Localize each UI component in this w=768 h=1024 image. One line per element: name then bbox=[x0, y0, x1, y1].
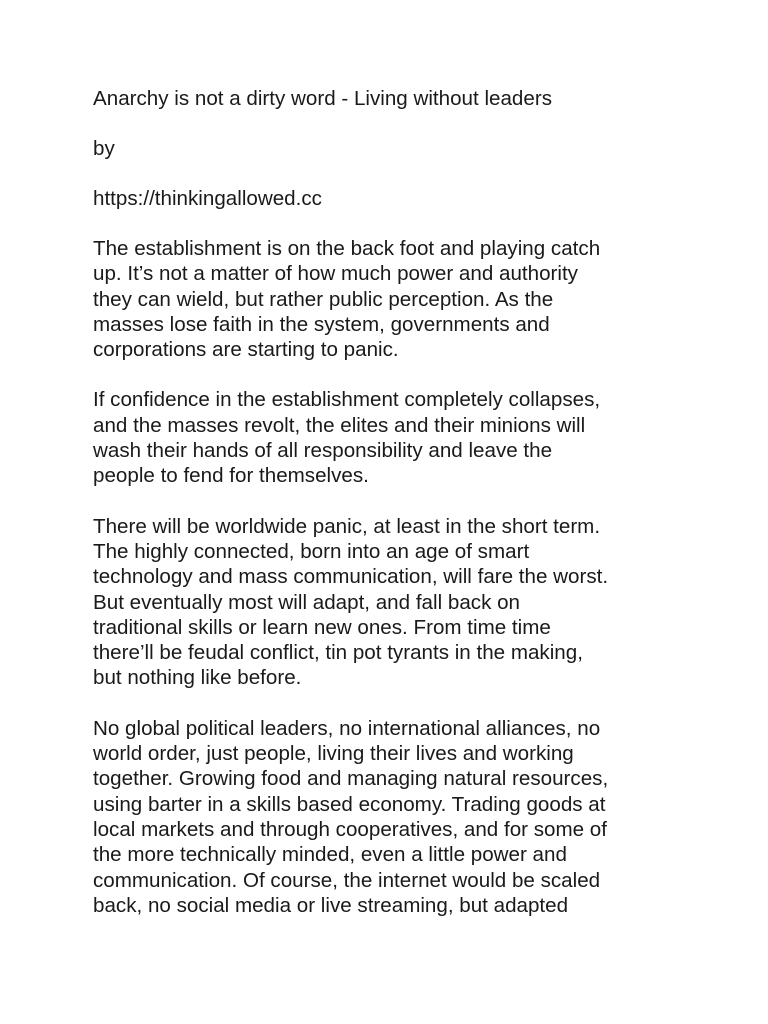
paragraph bbox=[93, 716, 723, 918]
paragraph-line: and the masses revolt, the elites and their minions will bbox=[93, 413, 586, 437]
paragraph bbox=[93, 387, 723, 488]
paragraph-line: world order, just people, living their lives and working bbox=[93, 742, 574, 766]
paragraph-line: technology and mass communication, will fare the worst. bbox=[93, 565, 609, 589]
paragraph-line: There will be worldwide panic, at least in the short term. bbox=[93, 514, 601, 538]
paragraph-line: wash their hands of all responsibility and leave the bbox=[93, 439, 553, 463]
paragraph-line: together. Growing food and managing natural resources, bbox=[93, 767, 609, 791]
document-title: Anarchy is not a dirty word - Living without leaders bbox=[93, 87, 552, 110]
paragraph-line: corporations are starting to panic. bbox=[93, 338, 399, 362]
paragraph bbox=[93, 236, 723, 362]
paragraph-line: up. It’s not a matter of how much power and authority bbox=[93, 262, 578, 286]
paragraph-line: traditional skills or learn new ones. From time time bbox=[93, 615, 551, 639]
paragraph-line: No global political leaders, no international alliances, no bbox=[93, 716, 601, 740]
paragraph-line: but nothing like before. bbox=[93, 666, 302, 690]
paragraph-line: back, no social media or live streaming, but adapted bbox=[93, 893, 569, 917]
byline: by bbox=[93, 137, 115, 160]
paragraph-line: communication. Of course, the internet would be scaled bbox=[93, 868, 601, 892]
paragraph-line: local markets and through cooperatives, and for some of bbox=[93, 817, 607, 841]
document-body bbox=[93, 86, 723, 918]
paragraph-line: masses lose faith in the system, governments and bbox=[93, 312, 550, 336]
paragraph-line: the more technically minded, even a little power and bbox=[93, 843, 567, 867]
paragraph-line: But eventually most will adapt, and fall back on bbox=[93, 590, 520, 614]
paragraph-line: The establishment is on the back foot and playing catch bbox=[93, 237, 601, 260]
paragraph-line: The highly connected, born into an age of smart bbox=[93, 539, 530, 563]
paragraph-line: using barter in a skills based economy. Trading goods at bbox=[93, 792, 606, 816]
source-url: https://thinkingallowed.cc bbox=[93, 187, 322, 210]
paragraph-line: they can wield, but rather public perception. As the bbox=[93, 287, 554, 311]
paragraph-line: If confidence in the establishment completely collapses, bbox=[93, 388, 601, 412]
paragraph-line: there’ll be feudal conflict, tin pot tyrants in the making, bbox=[93, 641, 583, 665]
paragraph bbox=[93, 514, 723, 691]
paragraph-line: people to fend for themselves. bbox=[93, 464, 369, 488]
